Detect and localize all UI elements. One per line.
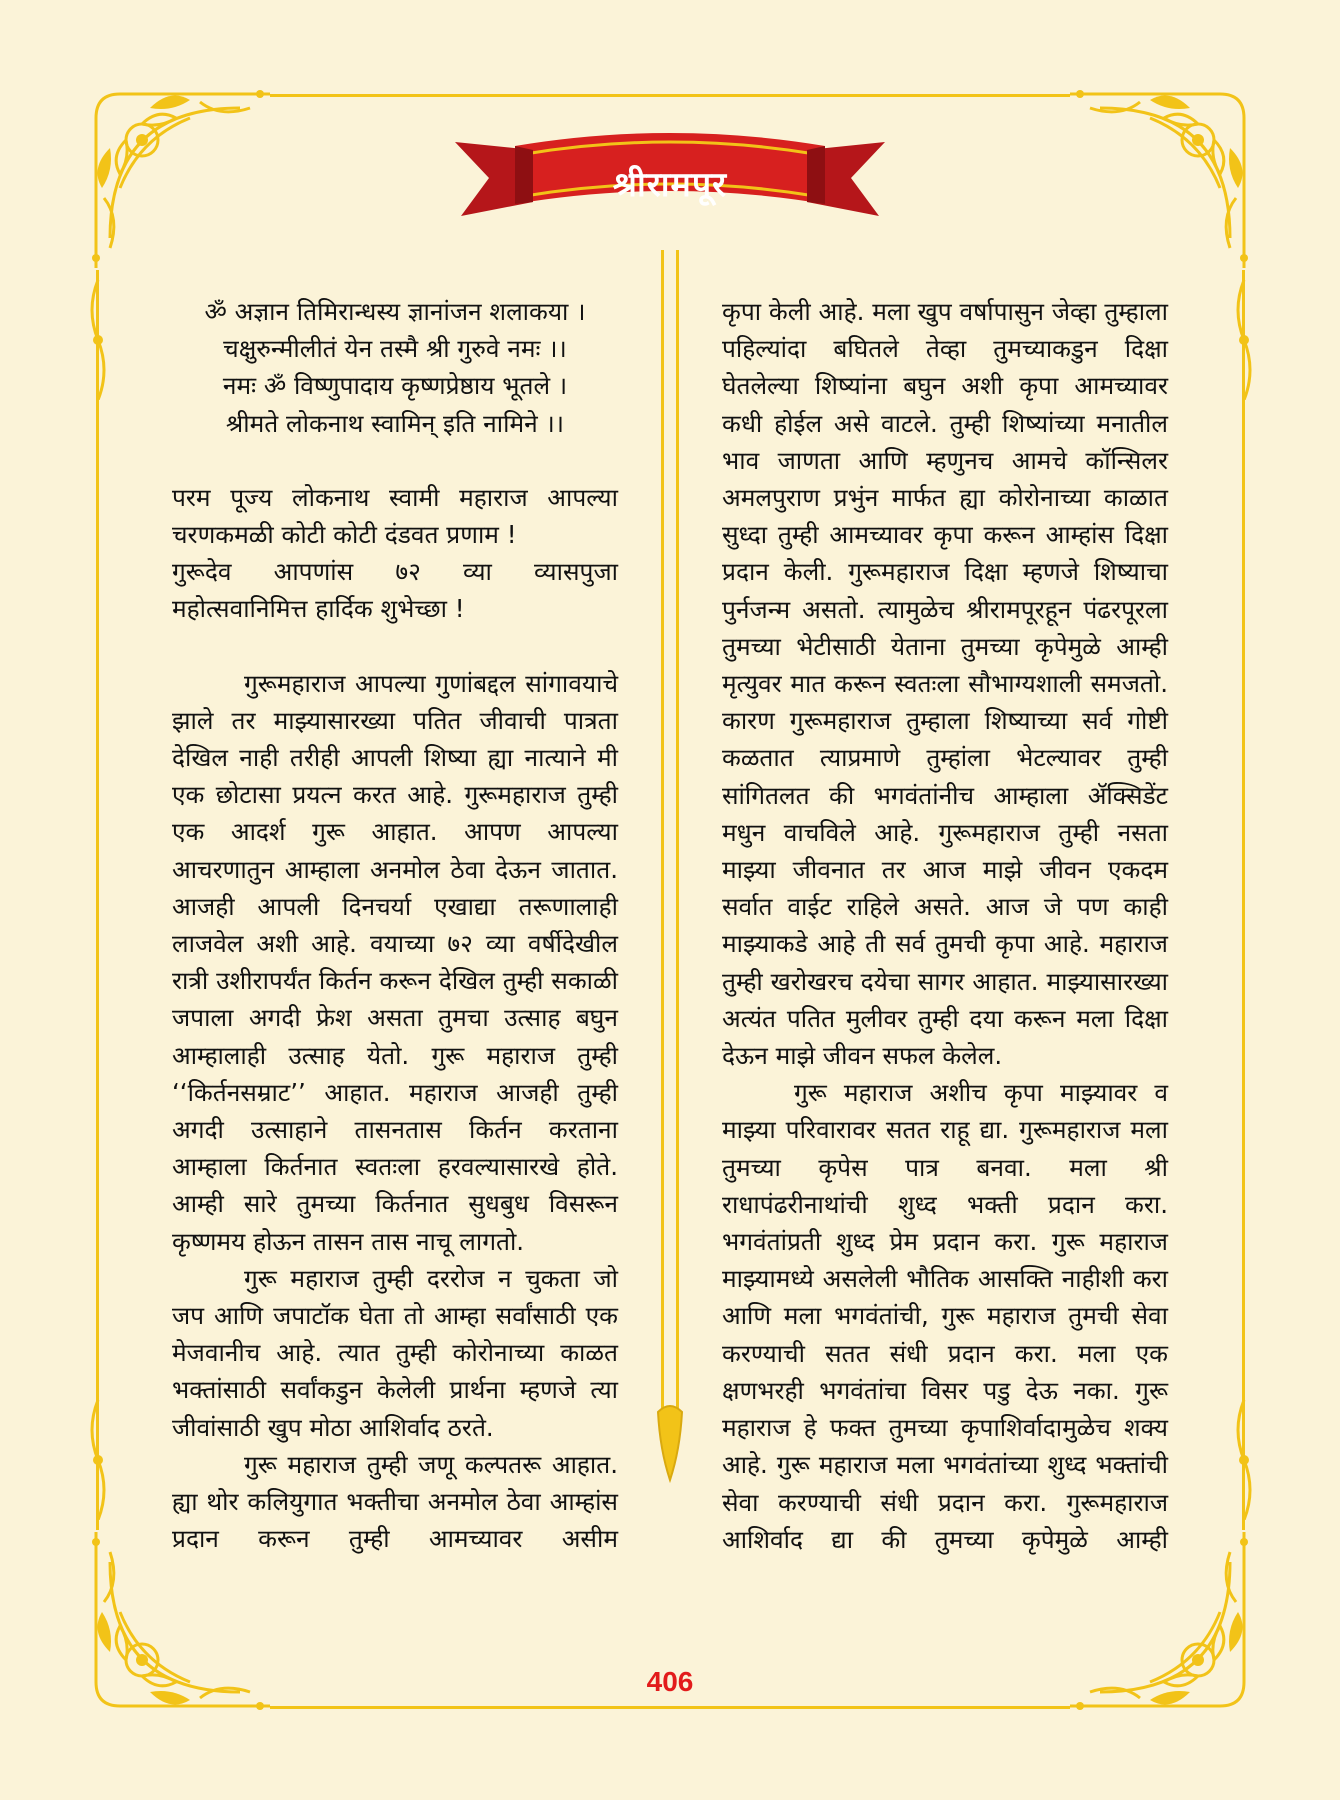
greeting-paragraph: परम पूज्य लोकनाथ स्वामी महाराज आपल्या चरणकमळी कोटी कोटी दंडवत प्रणाम ! (172, 482, 618, 550)
frame-top-line (270, 94, 1070, 97)
shloka-block (172, 293, 618, 442)
shloka-line-1: ॐ अज्ञान तिमिरान्धस्य ज्ञानांजन शलाकया । (204, 297, 586, 326)
body-paragraph-2: गुरू महाराज तुम्ही दररोज न चुकता जो जप आणि जपाटॉक घेता तो आम्हा सर्वांसाठी एक मेजवानीच आहे. त्यात तुम्ही कोरोनाच्या काळत भक्तांसाठी सर्वांकडुन केलेली प्रार्थना म्हणजे त्या जीवांसाठी खुप मोठा आशिर्वाद ठरते. (172, 1263, 618, 1442)
page-title: श्रीरामपूर (612, 165, 728, 205)
side-ornament-right-bottom (1224, 1400, 1264, 1520)
frame-left-line (96, 270, 99, 1530)
left-column (172, 293, 618, 1558)
body-paragraph-3: गुरू महाराज तुम्ही जणू कल्पतरू आहात. ह्या थोर कलियुगात भक्तीचा अनमोल ठेवा आम्हांस प्रदान करून तुम्ही आमच्यावर असीम (172, 1449, 618, 1554)
side-ornament-left-top (78, 280, 118, 400)
frame-bottom-line (270, 1706, 1070, 1709)
corner-ornament-top-right (1060, 78, 1260, 278)
page-number: 406 (646, 1666, 694, 1697)
corner-ornament-top-left (80, 78, 280, 278)
shloka-line-2: चक्षुरुन्मीलीतं येन तस्मै श्री गुरुवे नमः ।। (223, 334, 567, 364)
body-paragraph-4: कृपा केली आहे. मला खुप वर्षापासुन जेव्हा तुम्हाला पहिल्यांदा बघितले तेव्हा तुमच्याकडुन दिक्षा घेतलेल्या शिष्यांना बघुन अशी कृपा आमच्यावर कधी होईल असे वाटले. तुम्ही शिष्यांच्या मनातील भाव जाणता आणि म्हणुनच आमचे कॉन्सिलर अमलपुराण प्रभुंन मार्फत ह्या कोरोनाच्या काळात सुध्दा तुम्ही आमच्यावर कृपा करून आम्हांस दिक्षा प्रदान केली. गुरूमहाराज दिक्षा म्हणजे शिष्याचा पुर्नजन्म असतो. त्यामुळेच श्रीरामपूरहून पंढरपूरला तुमच्या भेटीसाठी येताना तुमच्या कृपेमुळे आम्ही मृत्युवर मात करून स्वतःला सौभाग्यशाली समजतो. कारण गुरूमहाराज तुम्हाला शिष्याच्या सर्व गोष्टी कळतात त्याप्रमाणे तुम्हांला भेटल्यावर तुम्ही सांगितलत की भगवंतांनीच आम्हाला ॲक्सिडेंट मधुन वाचविले आहे. गुरूमहाराज तुम्ही नसता माझ्या जीवनात तर आज माझे जीवन एकदम सर्वात वाईट राहिले असते. आज जे पण काही माझ्याकडे आहे ती सर्व तुमची कृपा आहे. महाराज तुम्ही खरोखरच दयेचा सागर आहात. माझ्यासारख्या अत्यंत पतित मुलीवर तुम्ही दया करून मला दिक्षा देऊन माझे जीवन सफल केलेल. (722, 297, 1168, 1071)
column-divider (650, 250, 690, 1590)
side-ornament-left-bottom (78, 1400, 118, 1520)
shloka-line-3: नमः ॐ विष्णुपादाय कृष्णप्रेष्ठाय भूतले । (222, 371, 568, 401)
shloka-line-4: श्रीमते लोकनाथ स्वामिन् इति नामिने ।। (225, 408, 565, 438)
side-ornament-right-top (1224, 280, 1264, 400)
right-column (722, 293, 1168, 1558)
frame-right-line (1242, 270, 1245, 1530)
body-paragraph-5: गुरू महाराज अशीच कृपा माझ्यावर व माझ्या परिवारावर सतत राहू द्या. गुरूमहाराज मला तुमच्या कृपेस पात्र बनवा. मला श्री राधापंढरीनाथांची शुध्द भक्ती प्रदान करा. भगवंतांप्रती शुध्द प्रेम प्रदान करा. गुरू महाराज माझ्यामध्ये असलेली भौतिक आसक्ति नाहीशी करा आणि मला भगवंतांची, गुरू महाराज तुमची सेवा करण्याची सतत संधी प्रदान करा. मला एक क्षणभरही भगवंतांचा विसर पडु देऊ नका. गुरू महाराज हे फक्त तुमच्या कृपाशिर्वादामुळेच शक्य आहे. गुरू महाराज मला भगवंतांच्या शुध्द भक्तांची सेवा करण्याची संधी प्रदान करा. गुरूमहाराज आशिर्वाद द्या की तुमच्या कृपेमुळे आम्ही (722, 1078, 1168, 1554)
wishes-paragraph: गुरूदेव आपणांस ७२ व्या व्यासपुजा महोत्सवानिमित्त हार्दिक शुभेच्छा ! (172, 557, 618, 624)
body-paragraph-1: गुरूमहाराज आपल्या गुणांबद्दल सांगावयाचे झाले तर माझ्यासारख्या पतित जीवाची पात्रता देखिल नाही तरीही आपली शिष्या ह्या नात्याने मी एक छोटासा प्रयत्न करत आहे. गुरूमहाराज तुम्ही एक आदर्श गुरू आहात. आपण आपल्या आचरणातुन आम्हाला अनमोल ठेवा देऊन जातात. आजही आपली दिनचर्या एखाद्या तरूणालाही लाजवेल अशी आहे. वयाच्या ७२ व्या वर्षीदेखील रात्री उशीरापर्यंत किर्तन करून देखिल तुम्ही सकाळी जपाला अगदी फ्रेश असता तुमचा उत्साह बघुन आम्हालाही उत्साह येतो. गुरू महाराज तुम्ही ‘‘किर्तनसम्राट’’ आहात. महाराज आजही तुम्ही अगदी उत्साहाने तासनतास किर्तन करताना आम्हाला किर्तनात स्वतःला हरवल्यासारखे होते. आम्ही सारे तुमच्या किर्तनात सुधबुध विसरून कृष्णमय होऊन तासन तास नाचू लागतो. (172, 668, 618, 1256)
